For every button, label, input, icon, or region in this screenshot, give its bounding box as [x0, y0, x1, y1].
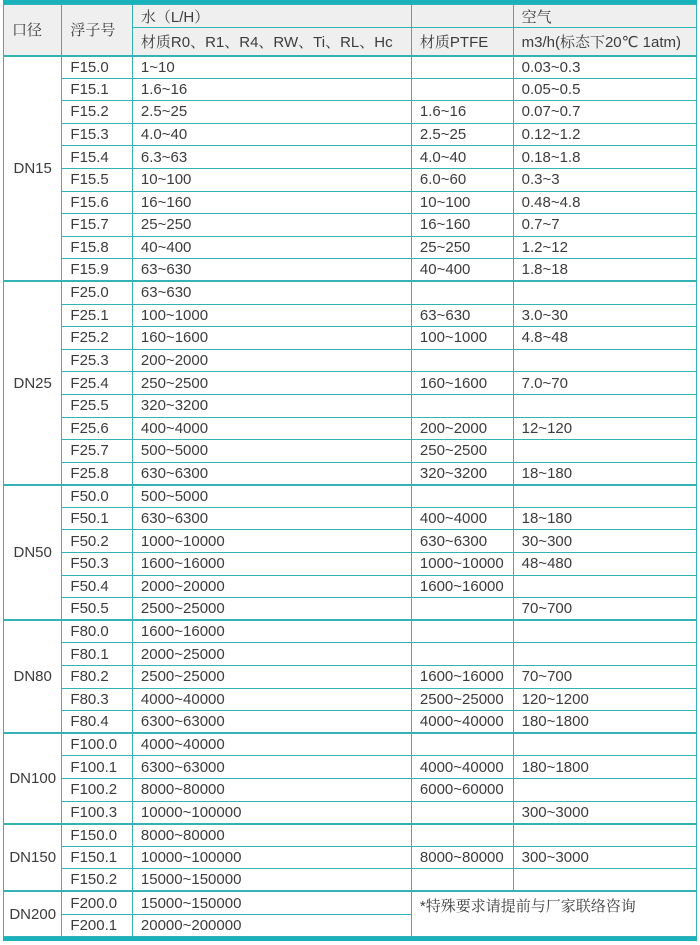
header-float-number: 浮子号	[62, 5, 133, 56]
water-metal-cell: 6.3~63	[132, 146, 411, 169]
table-row	[4, 779, 697, 802]
air-flow-cell	[513, 733, 696, 756]
diameter-cell: DN100	[4, 733, 62, 823]
table-row	[4, 78, 697, 101]
water-ptfe-cell: 4000~40000	[411, 756, 513, 779]
float-number-cell: F80.0	[62, 620, 133, 643]
table-row	[4, 598, 697, 621]
water-metal-cell: 160~1600	[132, 327, 411, 350]
diameter-cell: DN25	[4, 281, 62, 484]
air-flow-cell	[513, 485, 696, 508]
water-metal-cell: 1000~10000	[132, 530, 411, 553]
water-metal-cell: 4000~40000	[132, 688, 411, 711]
table-row	[4, 846, 697, 869]
float-number-cell: F25.5	[62, 394, 133, 417]
water-metal-cell: 6300~63000	[132, 711, 411, 734]
float-number-cell: F150.0	[62, 824, 133, 847]
table-row	[4, 553, 697, 576]
float-number-cell: F80.3	[62, 688, 133, 711]
header-diameter: 口径	[4, 5, 62, 56]
float-number-cell: F50.1	[62, 507, 133, 530]
air-flow-cell	[513, 281, 696, 304]
float-number-cell: F200.0	[62, 891, 133, 914]
header-water-materials: 材质R0、R1、R4、RW、Ti、RL、Hc	[132, 28, 411, 56]
float-number-cell: F25.2	[62, 327, 133, 350]
table-row	[4, 643, 697, 666]
air-flow-cell: 120~1200	[513, 688, 696, 711]
water-ptfe-cell: 25~250	[411, 236, 513, 259]
air-flow-cell	[513, 869, 696, 892]
float-number-cell: F15.8	[62, 236, 133, 259]
air-flow-cell: 300~3000	[513, 801, 696, 824]
float-number-cell: F150.1	[62, 846, 133, 869]
water-ptfe-cell: 1600~16000	[411, 575, 513, 598]
diameter-cell: DN50	[4, 485, 62, 621]
water-metal-cell: 2000~20000	[132, 575, 411, 598]
air-flow-cell: 0.48~4.8	[513, 191, 696, 214]
float-number-cell: F100.2	[62, 779, 133, 802]
water-metal-cell: 2500~25000	[132, 598, 411, 621]
water-ptfe-cell	[411, 733, 513, 756]
header-water-group-spacer	[411, 5, 513, 28]
air-flow-cell: 1.2~12	[513, 236, 696, 259]
table-row	[4, 711, 697, 734]
water-metal-cell: 1~10	[132, 56, 411, 79]
air-flow-cell: 180~1800	[513, 756, 696, 779]
float-number-cell: F15.5	[62, 168, 133, 191]
water-ptfe-cell	[411, 281, 513, 304]
water-metal-cell: 2.5~25	[132, 101, 411, 124]
table-row	[4, 168, 697, 191]
float-number-cell: F80.2	[62, 666, 133, 689]
float-number-cell: F100.0	[62, 733, 133, 756]
water-ptfe-cell: 630~6300	[411, 530, 513, 553]
water-ptfe-cell	[411, 643, 513, 666]
water-metal-cell: 1600~16000	[132, 620, 411, 643]
table-row	[4, 349, 697, 372]
air-flow-cell: 48~480	[513, 553, 696, 576]
spec-table	[3, 4, 697, 937]
water-ptfe-cell: 63~630	[411, 304, 513, 327]
table-header	[4, 5, 697, 56]
water-metal-cell: 320~3200	[132, 394, 411, 417]
air-flow-cell	[513, 643, 696, 666]
table-row	[4, 56, 697, 79]
water-ptfe-cell	[411, 56, 513, 79]
air-flow-cell	[513, 824, 696, 847]
air-flow-cell: 0.18~1.8	[513, 146, 696, 169]
water-metal-cell: 1.6~16	[132, 78, 411, 101]
air-flow-cell: 70~700	[513, 598, 696, 621]
header-water-group: 水（L/H）	[132, 5, 411, 28]
water-ptfe-cell	[411, 598, 513, 621]
water-ptfe-cell	[411, 869, 513, 892]
header-air-group: 空气	[513, 5, 696, 28]
air-flow-cell	[513, 575, 696, 598]
water-ptfe-cell: 250~2500	[411, 440, 513, 463]
float-number-cell: F50.0	[62, 485, 133, 508]
water-metal-cell: 4000~40000	[132, 733, 411, 756]
float-number-cell: F150.2	[62, 869, 133, 892]
diameter-cell: DN15	[4, 56, 62, 282]
float-number-cell: F80.4	[62, 711, 133, 734]
float-number-cell: F200.1	[62, 914, 133, 937]
air-flow-cell: 0.03~0.3	[513, 56, 696, 79]
table-row	[4, 191, 697, 214]
table-row	[4, 417, 697, 440]
air-flow-cell: 0.12~1.2	[513, 123, 696, 146]
water-metal-cell: 6300~63000	[132, 756, 411, 779]
table-row	[4, 666, 697, 689]
water-metal-cell: 8000~80000	[132, 779, 411, 802]
air-flow-cell: 3.0~30	[513, 304, 696, 327]
table-row	[4, 688, 697, 711]
air-flow-cell	[513, 779, 696, 802]
float-number-cell: F15.6	[62, 191, 133, 214]
float-number-cell: F50.5	[62, 598, 133, 621]
float-number-cell: F50.4	[62, 575, 133, 598]
table-row	[4, 756, 697, 779]
air-flow-cell: 18~180	[513, 507, 696, 530]
table-row	[4, 259, 697, 282]
table-row	[4, 304, 697, 327]
table-row	[4, 485, 697, 508]
diameter-cell: DN80	[4, 620, 62, 733]
water-ptfe-cell: 320~3200	[411, 462, 513, 485]
air-flow-cell	[513, 440, 696, 463]
table-row	[4, 327, 697, 350]
float-number-cell: F100.1	[62, 756, 133, 779]
table-row	[4, 891, 697, 914]
water-ptfe-cell	[411, 801, 513, 824]
water-metal-cell: 400~4000	[132, 417, 411, 440]
float-number-cell: F50.3	[62, 553, 133, 576]
water-metal-cell: 15000~150000	[132, 869, 411, 892]
table-row	[4, 733, 697, 756]
water-ptfe-cell: 1600~16000	[411, 666, 513, 689]
water-metal-cell: 16~160	[132, 191, 411, 214]
water-ptfe-cell	[411, 620, 513, 643]
table-row	[4, 394, 697, 417]
water-ptfe-cell	[411, 394, 513, 417]
float-number-cell: F25.0	[62, 281, 133, 304]
float-number-cell: F25.7	[62, 440, 133, 463]
water-metal-cell: 2500~25000	[132, 666, 411, 689]
air-flow-cell: 18~180	[513, 462, 696, 485]
air-flow-cell: 0.05~0.5	[513, 78, 696, 101]
air-flow-cell: 1.8~18	[513, 259, 696, 282]
float-number-cell: F80.1	[62, 643, 133, 666]
float-number-cell: F15.1	[62, 78, 133, 101]
water-ptfe-cell: 1000~10000	[411, 553, 513, 576]
air-flow-cell: 12~120	[513, 417, 696, 440]
water-metal-cell: 500~5000	[132, 440, 411, 463]
water-metal-cell: 200~2000	[132, 349, 411, 372]
water-ptfe-cell: 6000~60000	[411, 779, 513, 802]
table-row	[4, 530, 697, 553]
diameter-cell: DN150	[4, 824, 62, 892]
water-ptfe-cell	[411, 349, 513, 372]
water-ptfe-cell: 160~1600	[411, 372, 513, 395]
float-number-cell: F50.2	[62, 530, 133, 553]
water-metal-cell: 630~6300	[132, 507, 411, 530]
float-number-cell: F15.2	[62, 101, 133, 124]
water-metal-cell: 10000~100000	[132, 801, 411, 824]
water-metal-cell: 40~400	[132, 236, 411, 259]
water-ptfe-cell: 100~1000	[411, 327, 513, 350]
water-ptfe-cell: 16~160	[411, 214, 513, 237]
water-metal-cell: 500~5000	[132, 485, 411, 508]
water-metal-cell: 2000~25000	[132, 643, 411, 666]
air-flow-cell: 7.0~70	[513, 372, 696, 395]
header-water-ptfe: 材质PTFE	[411, 28, 513, 56]
air-flow-cell: 0.7~7	[513, 214, 696, 237]
air-flow-cell: 30~300	[513, 530, 696, 553]
water-ptfe-cell: 400~4000	[411, 507, 513, 530]
table-row	[4, 236, 697, 259]
water-metal-cell: 10~100	[132, 168, 411, 191]
air-flow-cell: 0.3~3	[513, 168, 696, 191]
float-number-cell: F25.6	[62, 417, 133, 440]
table-row	[4, 801, 697, 824]
float-number-cell: F25.1	[62, 304, 133, 327]
float-number-cell: F25.3	[62, 349, 133, 372]
float-number-cell: F25.4	[62, 372, 133, 395]
water-ptfe-cell: 2500~25000	[411, 688, 513, 711]
air-flow-cell	[513, 394, 696, 417]
table-row	[4, 824, 697, 847]
water-metal-cell: 8000~80000	[132, 824, 411, 847]
air-flow-cell: 180~1800	[513, 711, 696, 734]
table-row	[4, 507, 697, 530]
float-number-cell: F15.9	[62, 259, 133, 282]
water-metal-cell: 1600~16000	[132, 553, 411, 576]
air-flow-cell: 300~3000	[513, 846, 696, 869]
water-metal-cell: 4.0~40	[132, 123, 411, 146]
float-number-cell: F15.4	[62, 146, 133, 169]
water-metal-cell: 10000~100000	[132, 846, 411, 869]
water-metal-cell: 63~630	[132, 281, 411, 304]
table-row	[4, 214, 697, 237]
table-row	[4, 123, 697, 146]
float-number-cell: F25.8	[62, 462, 133, 485]
water-ptfe-cell: 4.0~40	[411, 146, 513, 169]
water-ptfe-cell: 4000~40000	[411, 711, 513, 734]
water-ptfe-cell	[411, 485, 513, 508]
table-row	[4, 620, 697, 643]
water-metal-cell: 100~1000	[132, 304, 411, 327]
water-ptfe-cell: 200~2000	[411, 417, 513, 440]
water-ptfe-cell	[411, 78, 513, 101]
water-metal-cell: 250~2500	[132, 372, 411, 395]
water-metal-cell: 63~630	[132, 259, 411, 282]
water-metal-cell: 15000~150000	[132, 891, 411, 914]
table-row	[4, 146, 697, 169]
water-metal-cell: 25~250	[132, 214, 411, 237]
table-row	[4, 372, 697, 395]
water-ptfe-cell: 8000~80000	[411, 846, 513, 869]
water-metal-cell: 630~6300	[132, 462, 411, 485]
air-flow-cell	[513, 620, 696, 643]
water-ptfe-cell: 6.0~60	[411, 168, 513, 191]
float-number-cell: F15.3	[62, 123, 133, 146]
air-flow-cell: 70~700	[513, 666, 696, 689]
table-row	[4, 869, 697, 892]
water-metal-cell: 20000~200000	[132, 914, 411, 937]
air-flow-cell	[513, 349, 696, 372]
air-flow-cell: 4.8~48	[513, 327, 696, 350]
water-ptfe-cell: 10~100	[411, 191, 513, 214]
water-ptfe-cell: 1.6~16	[411, 101, 513, 124]
table-row	[4, 101, 697, 124]
water-ptfe-cell	[411, 824, 513, 847]
float-number-cell: F15.7	[62, 214, 133, 237]
float-number-cell: F15.0	[62, 56, 133, 79]
water-ptfe-cell: 2.5~25	[411, 123, 513, 146]
air-flow-cell: 0.07~0.7	[513, 101, 696, 124]
table-row	[4, 575, 697, 598]
spec-table-frame	[3, 0, 697, 941]
special-request-note: *特殊要求请提前与厂家联络咨询	[411, 891, 696, 936]
float-number-cell: F100.3	[62, 801, 133, 824]
water-ptfe-cell: 40~400	[411, 259, 513, 282]
diameter-cell: DN200	[4, 891, 62, 936]
table-row	[4, 440, 697, 463]
table-row	[4, 462, 697, 485]
table-row	[4, 281, 697, 304]
table-body	[4, 56, 697, 937]
header-air-unit: m3/h(标态下20℃ 1atm)	[513, 28, 696, 56]
